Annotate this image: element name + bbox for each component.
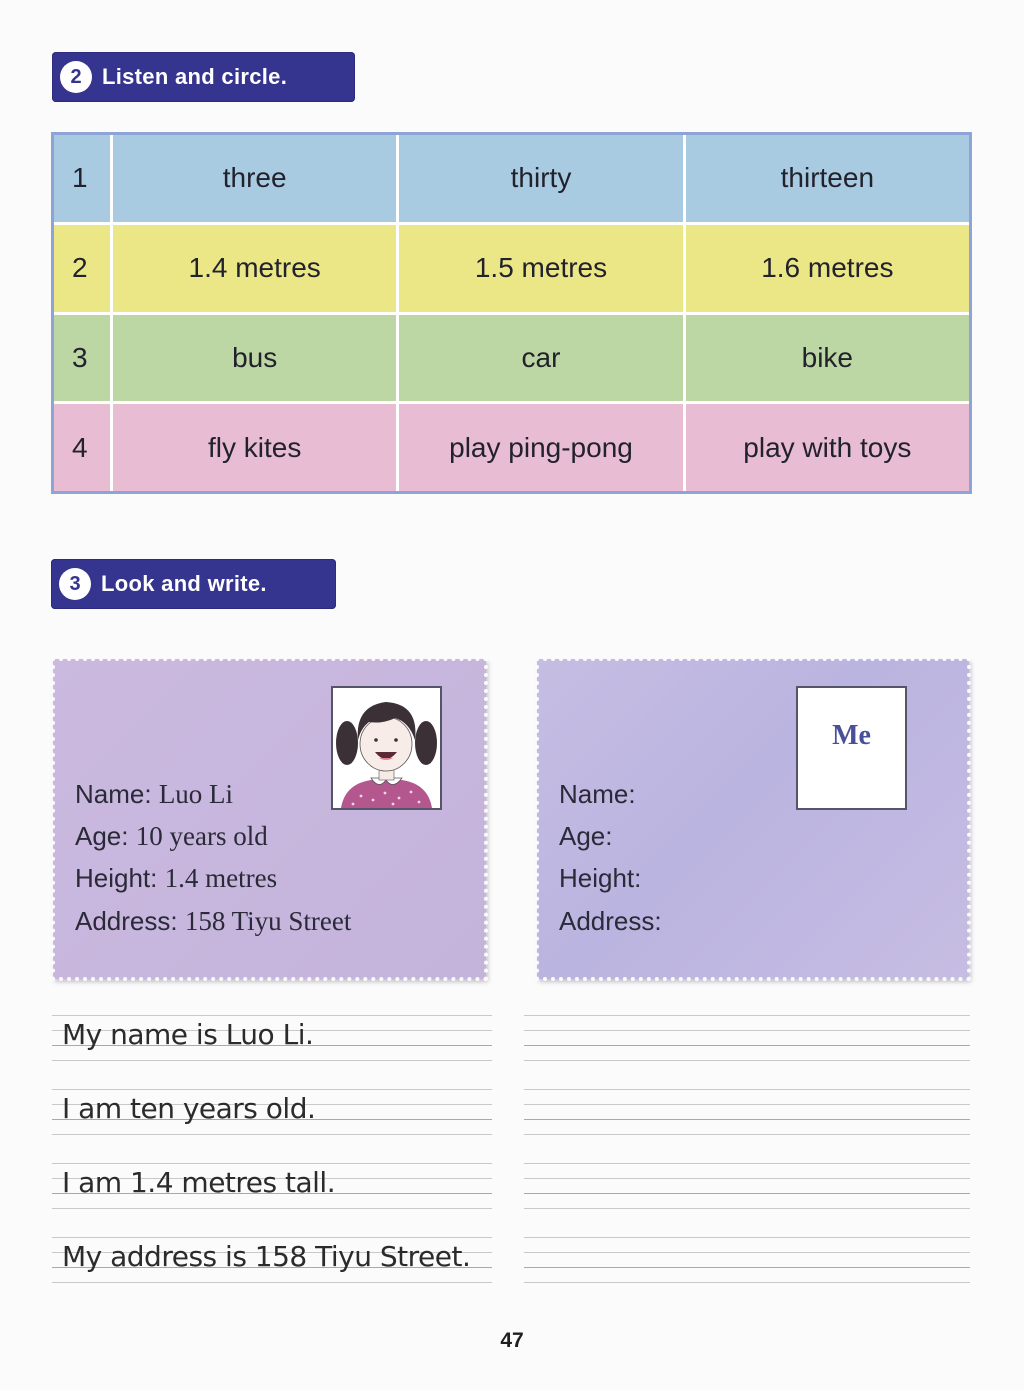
section-2-header [52, 52, 355, 102]
option-cell[interactable]: 1.6 metres [686, 225, 969, 312]
section-title: Look and write. [101, 571, 267, 596]
writing-line[interactable] [524, 1015, 970, 1075]
page-number: 47 [500, 1329, 524, 1352]
writing-line[interactable] [52, 1089, 492, 1149]
option-cell[interactable]: 1.5 metres [399, 225, 682, 312]
section-number: 2 [60, 61, 92, 93]
card-field-name: Name: [559, 779, 636, 809]
writing-lines-left [52, 1015, 492, 1311]
option-cell[interactable]: bike [686, 315, 969, 402]
section-number: 3 [59, 568, 91, 600]
profile-card-me [537, 659, 969, 979]
row-number: 1 [54, 135, 110, 222]
sentence-text: My name is Luo Li. [62, 1018, 314, 1051]
card-field-age: Age: 10 years old [75, 821, 268, 851]
writing-line[interactable] [52, 1163, 492, 1223]
sentence-text: My address is 158 Tiyu Street. [62, 1240, 471, 1273]
row-number: 2 [54, 225, 110, 312]
writing-line[interactable] [524, 1089, 970, 1149]
option-cell[interactable]: 1.4 metres [113, 225, 396, 312]
sentence-text: I am 1.4 metres tall. [62, 1166, 336, 1199]
listen-and-circle-table [51, 132, 972, 494]
option-cell[interactable]: three [113, 135, 396, 222]
me-label: Me [832, 720, 871, 751]
option-cell[interactable]: thirteen [686, 135, 969, 222]
sentence-text: I am ten years old. [62, 1092, 316, 1125]
card-field-address: Address: 158 Tiyu Street [75, 906, 352, 936]
writing-line[interactable] [52, 1015, 492, 1075]
row-number: 3 [54, 315, 110, 402]
option-cell[interactable]: fly kites [113, 404, 396, 491]
writing-lines-right [524, 1015, 970, 1311]
card-field-height: Height: [559, 863, 642, 893]
card-field-height: Height: 1.4 metres [75, 863, 278, 893]
card-field-age: Age: [559, 821, 613, 851]
row-number: 4 [54, 404, 110, 491]
option-cell[interactable]: play ping-pong [399, 404, 682, 491]
option-cell[interactable]: thirty [399, 135, 682, 222]
card-field-name: Name: Luo Li [75, 779, 234, 809]
writing-line[interactable] [52, 1237, 492, 1297]
writing-line[interactable] [524, 1237, 970, 1297]
section-title: Listen and circle. [102, 64, 288, 89]
option-cell[interactable]: car [399, 315, 682, 402]
girl-portrait-photo [331, 686, 442, 810]
profile-card-luo-li [53, 659, 486, 979]
writing-line[interactable] [524, 1163, 970, 1223]
me-photo-box[interactable] [796, 686, 907, 810]
option-cell[interactable]: bus [113, 315, 396, 402]
card-field-address: Address: [559, 906, 662, 936]
option-cell[interactable]: play with toys [686, 404, 969, 491]
girl-portrait-icon [333, 688, 440, 808]
section-3-header [51, 559, 336, 609]
